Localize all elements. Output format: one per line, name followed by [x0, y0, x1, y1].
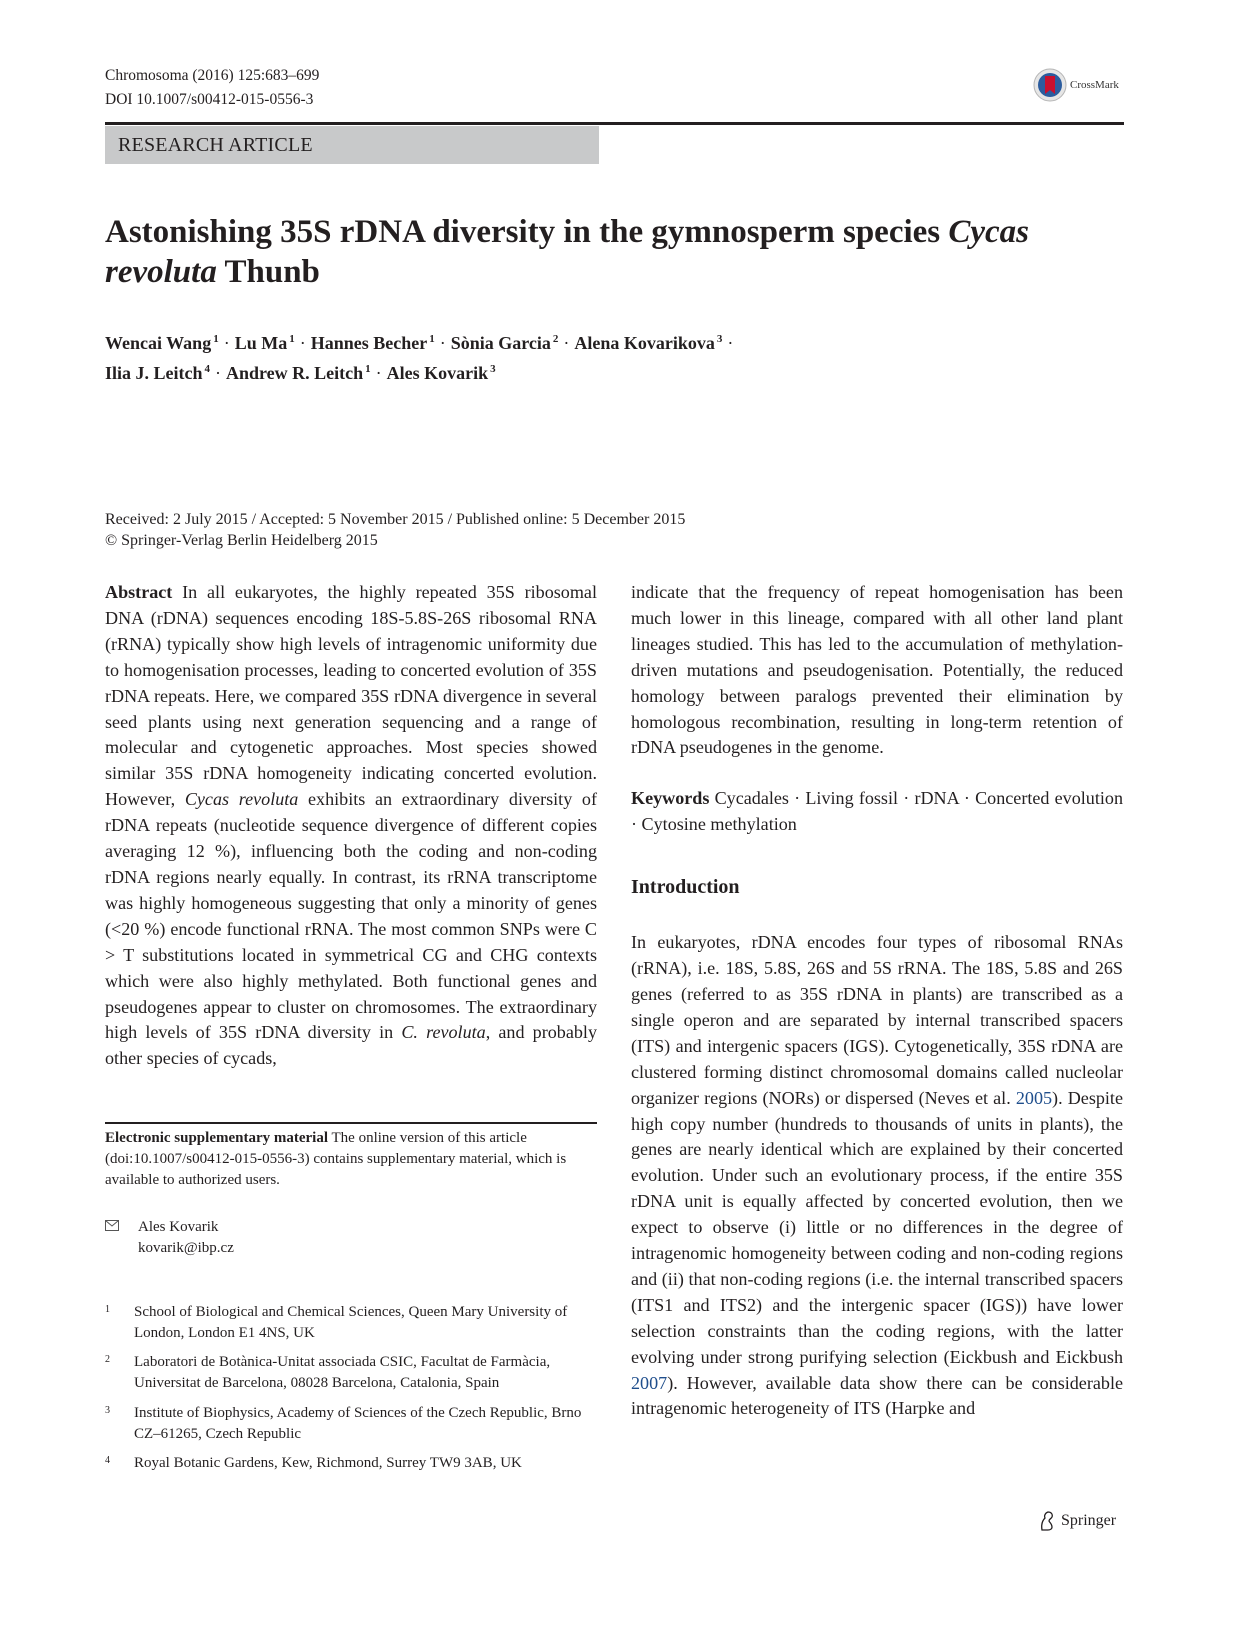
author-name[interactable]: Wencai Wang	[105, 333, 212, 353]
doi-line: DOI 10.1007/s00412-015-0556-3	[105, 91, 314, 108]
author-affiliation-mark: 1	[429, 333, 435, 345]
author-separator: ·	[439, 333, 446, 353]
crossmark-label: CrossMark	[1070, 79, 1119, 91]
author-name[interactable]: Andrew R. Leitch	[226, 363, 364, 383]
publication-dates: Received: 2 July 2015 / Accepted: 5 November 2015 / Published online: 5 December 2015	[105, 511, 686, 528]
author-affiliation-mark: 1	[289, 333, 295, 345]
affiliation-2: 2 Laboratori de Botànica-Unitat associada CSIC, Facultat de Farmàcia, Universitat de Barcelona, 08028 Barcelona, Catalonia, Spain	[105, 1354, 551, 1391]
author-name[interactable]: Lu Ma	[234, 333, 288, 353]
author-separator: ·	[223, 333, 230, 353]
author-separator: ·	[215, 363, 221, 383]
keywords-paragraph: Keywords Cycadales · Living fossil · rDNA · Concerted evolution · Cytosine methylation	[631, 788, 1123, 835]
introduction-heading: Introduction	[631, 876, 740, 899]
esm-rule	[105, 1122, 597, 1124]
author-separator: ·	[375, 363, 382, 383]
crossmark-badge[interactable]	[1033, 68, 1119, 102]
crossmark-icon	[1033, 68, 1067, 102]
springer-logo	[1037, 1510, 1116, 1532]
author-affiliation-mark: 4	[204, 363, 210, 375]
author-name[interactable]: Ales Kovarik	[386, 363, 489, 383]
author-name[interactable]: Sònia Garcia	[450, 333, 551, 353]
contact-email[interactable]: kovarik@ibp.cz	[138, 1240, 234, 1256]
author-affiliation-mark: 1	[213, 333, 219, 345]
right-column	[631, 580, 1123, 1422]
author-name[interactable]: Hannes Becher	[310, 333, 428, 353]
author-affiliation-mark: 1	[365, 363, 371, 375]
citation-link-2005[interactable]: 2005	[1015, 1087, 1053, 1108]
affiliation-3: 3 Institute of Biophysics, Academy of Sciences of the Czech Republic, Brno CZ–61265, Czech Republic	[105, 1405, 582, 1442]
author-list	[105, 326, 1105, 386]
author-separator: ·	[727, 333, 734, 353]
citation-link-2007[interactable]: 2007	[631, 1372, 668, 1393]
author-affiliation-mark: 3	[490, 363, 496, 375]
springer-horse-icon	[1037, 1510, 1057, 1532]
author-affiliation-mark: 2	[552, 333, 559, 345]
abstract-label: Abstract	[105, 582, 173, 602]
corresponding-author	[105, 1217, 234, 1259]
copyright-line: © Springer-Verlag Berlin Heidelberg 2015	[105, 532, 378, 549]
article-type-label: RESEARCH ARTICLE	[105, 126, 599, 164]
author-separator: ·	[299, 333, 306, 353]
author-affiliation-mark: 3	[716, 333, 723, 345]
contact-name: Ales Kovarik	[138, 1219, 219, 1235]
abstract-continuation: indicate that the frequency of repeat homogenisation has been much lower in this lineage, compared with all other land plant lineages studied. This has led to the accumulation of methylation-driven mutations and pseudogenisation. Potentially, the reduced homology between paralogs prevented their elimination by homologous recombination, resulting in long-term retention of rDNA pseudogenes in the genome.	[631, 582, 1123, 758]
introduction-paragraph: In eukaryotes, rDNA encodes four types of ribosomal RNAs (rRNA), i.e. 18S, 5.8S, 26S and 5S rRNA. The 18S, 5.8S and 26S genes (referred to as 35S rDNA in plants) are transcribed as a single operon and are separated by internal transcribed spacers (ITS) and intergenic spacers (IGS). Cytogenetically, 35S rDNA are clustered forming distinct chromosomal domains called nucleolar organizer regions (NORs) or dispersed (Neves et al. 2005). Despite high copy number (hundreds to thousands of units in plants), the genes are nearly identical which are explained by their concerted evolution. Under such an evolutionary process, if the entire 35S rDNA unit is equally affected by concerted evolution, then we expect to observe (i) little or no differences in the degree of intragenomic homogeneity between coding and non-coding regions and (ii) that non-coding regions (i.e. the internal transcribed spacers (ITS1 and ITS2) and the intergenic spacer (IGS)) have lower selection constraints than the coding regions, with the latter evolving under strong purifying selection (Eickbush and Eickbush 2007). However, available data show there can be considerable intragenomic heterogeneity of ITS (Harpke and	[631, 932, 1123, 1419]
supplementary-note: Electronic supplementary material The online version of this article (doi:10.1007/s00412-015-0556-3) contains supplementary material, which is available to authorized users.	[105, 1130, 567, 1188]
article-title: Astonishing 35S rDNA diversity in the gymnosperm species Cycas revoluta Thunb	[105, 214, 1030, 290]
affiliation-4: 4 Royal Botanic Gardens, Kew, Richmond, Surrey TW9 3AB, UK	[105, 1455, 522, 1471]
header-rule	[105, 122, 1124, 125]
affiliation-1: 1 School of Biological and Chemical Sciences, Queen Mary University of London, London E1 4NS, UK	[105, 1304, 568, 1341]
author-name[interactable]: Ilia J. Leitch	[105, 363, 203, 383]
left-column	[105, 580, 597, 1072]
envelope-icon	[105, 1217, 121, 1238]
author-name[interactable]: Alena Kovarikova	[574, 333, 715, 353]
journal-citation: Chromosoma (2016) 125:683–699	[105, 67, 320, 84]
abstract-paragraph: Abstract In all eukaryotes, the highly repeated 35S ribosomal DNA (rDNA) sequences encoding 18S-5.8S-26S ribosomal RNA (rRNA) typically show high levels of intragenomic uniformity due to homogenisation processes, leading to concerted evolution of 35S rDNA repeats. Here, we compared 35S rDNA divergence in several seed plants using next generation sequencing and a range of molecular and cytogenetic approaches. Most species showed similar 35S rDNA homogeneity indicating concerted evolution. However, Cycas revoluta exhibits an extraordinary diversity of rDNA repeats (nucleotide sequence divergence of different copies averaging 12 %), influencing both the coding and non-coding rDNA regions nearly equally. In contrast, its rRNA transcriptome was highly homogeneous suggesting that only a minority of genes (<20 %) encode functional rRNA. The most common SNPs were C > T substitutions located in symmetrical CG and CHG contexts which were also highly methylated. Both functional genes and pseudogenes appear to cluster on chromosomes. The extraordinary high levels of 35S rDNA diversity in C. revoluta, and probably other species of cycads,	[105, 582, 598, 1069]
keywords-label: Keywords	[631, 788, 710, 809]
publisher-name: Springer	[1061, 1512, 1117, 1529]
author-separator: ·	[563, 333, 570, 353]
